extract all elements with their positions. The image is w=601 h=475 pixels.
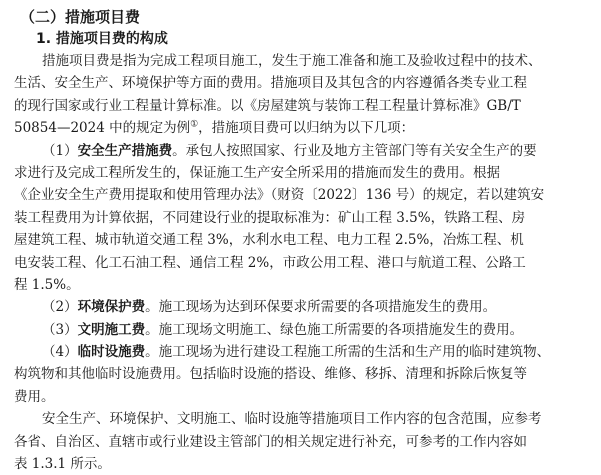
temporary-line-1-text: 。施工现场为进行建设工程施工所需的生活和生产用的临时建筑物、: [145, 344, 551, 361]
temporary-title: 临时设施费: [77, 344, 146, 361]
temporary-prefix: （4）: [42, 344, 78, 361]
environment-text: 。施工现场为达到环保要求所需要的各项措施发生的费用。: [145, 299, 497, 316]
environment-line: [14, 296, 587, 318]
civilized-title: 文明施工费: [77, 321, 146, 338]
environment-paragraph: [14, 296, 587, 318]
closing-line-3: 表 1.3.1 所示。: [14, 456, 111, 473]
closing-line-1: 安全生产、环境保护、文明施工、临时设施等措施项目工作内容的包含范围，应参考: [42, 411, 542, 428]
safety-line-2: 求进行及完成工程所发生的，保证施工生产安全所采用的措施而发生的费用。根据: [14, 164, 500, 181]
safety-line-3: 《企业安全生产费用提取和使用管理办法》（财资〔2022〕136 号）的规定，若以建筑安: [14, 187, 545, 204]
safety-line-5: 屋建筑工程、城市轨道交通工程 3%，水利水电工程、电力工程 2.5%，冶炼工程、机: [14, 232, 524, 249]
intro-line-4-start: 50854—2024 中的规定为例: [14, 120, 191, 137]
intro-line-4-end: ，措施项目费可以归纳为以下几项：: [198, 120, 415, 137]
intro-line-2: 生活、安全生产、环境保护等方面的费用。措施项目及其包含的内容遵循各类专业工程: [14, 75, 527, 92]
temporary-line-1: [14, 341, 587, 363]
safety-line-4: 装工程费用为计算依据，不同建设行业的提取标准为：矿山工程 3.5%，铁路工程、房: [14, 209, 526, 226]
temporary-line-2: 构筑物和其他临时设施费用。包括临时设施的搭设、维修、移拆、清理和拆除后恢复等: [14, 366, 527, 383]
safety-line-7: 程 1.5%。: [14, 276, 80, 293]
safety-prefix: （1）: [42, 142, 78, 159]
intro-line-4: [14, 117, 587, 139]
temporary-line-3: 费用。: [14, 388, 55, 405]
temporary-paragraph: [14, 341, 587, 408]
civilized-prefix: （3）: [42, 321, 78, 338]
subsection-heading: 1. 措施项目费的构成: [36, 31, 168, 47]
safety-line-1-text: 。承包人按照国家、行业及地方主管部门等有关安全生产的要: [172, 142, 537, 159]
safety-line-1: [14, 140, 587, 162]
environment-title: 环境保护费: [77, 299, 146, 316]
safety-line-6: 电安装工程、化工石油工程、通信工程 2%，市政公用工程、港口与航道工程、公路工: [14, 254, 526, 271]
safety-title: 安全生产措施费: [77, 142, 173, 159]
section-heading: （二）措施项目费: [20, 8, 141, 26]
environment-prefix: （2）: [42, 299, 78, 316]
intro-line-1: 措施项目费是指为完成工程项目施工，发生于施工准备和施工及验收过程中的技术、: [42, 53, 542, 69]
footnote-reference[interactable]: ①: [190, 119, 199, 130]
closing-line-2: 各省、自治区、直辖市或行业建设主管部门的相关规定进行补充，可参考的工作内容如: [14, 433, 527, 450]
closing-paragraph: [14, 408, 587, 475]
civilized-paragraph: [14, 319, 587, 341]
intro-paragraph: [14, 50, 587, 140]
civilized-text: 。施工现场文明施工、绿色施工所需要的各项措施发生的费用。: [145, 321, 524, 338]
intro-line-3: 的现行国家或行业工程量计算标准。以《房屋建筑与装饰工程工程量计算标准》GB/T: [14, 97, 521, 114]
civilized-line: [14, 319, 587, 341]
safety-paragraph: [14, 140, 587, 297]
